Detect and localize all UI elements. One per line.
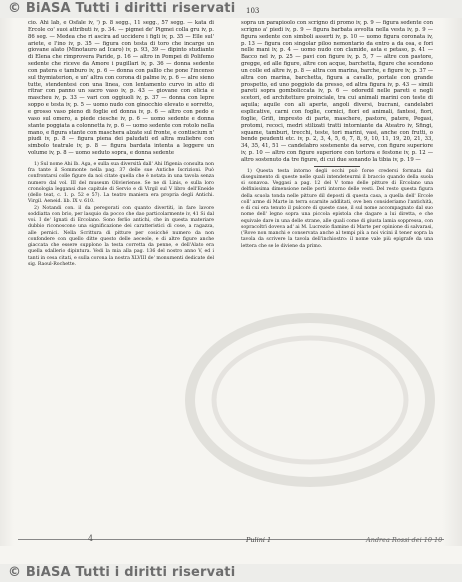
page-number: 103 — [246, 7, 260, 15]
watermark-top: © BiASA Tutti i diritti riservati — [0, 0, 462, 18]
page-edge-shadow-right — [442, 18, 462, 546]
watermark-bottom: © BiASA Tutti i diritti riservati — [0, 564, 462, 582]
footer-left-mark: 4 — [88, 534, 94, 543]
left-column — [28, 20, 214, 522]
notes-divider-left — [98, 159, 144, 160]
left-note-1: 1) Sul nome Ahi lb. Aga, e sulla sua diversità dall' Ahi Ifigenia consulta non fra tante il Sommonte nella pag. 37 delle sue Antiche Iscrizioni. Può confrontarsi colle figure da noi citate quella che è notata in una tavola senza numero dal vol. III del museum Olivieriense. Se ne di Linis, e sulla loro cronologia leggansi due capitule di Servio e di Virgil sul V libro dell'Eneide (dello teat, c. 1. p. 52 e 57). La teatro maniera era propria degli Antichi. Virgil. Aeneid. lib. IX v. 610. — [28, 161, 214, 205]
right-note-1: 1) Questa testa intorno degli occhi può forse credersi formata dal diseguimento di queste nelle quali intendeteurmi il braccio quando della suola si sonavoa. Veggasi a pag. 12 del V tomo delle pitture di Ercolano una delfinissima dimensione nelle porti intorno delle vesti. Del resto questa figura della scuola tonda nelle pitture dil deposti di questa casa, a quella dell' Ercole coll' arme di Marte in terra scarnite addlitati, ove ben consideriamo l'antichità, e di cui era tenuto il pulcore di queste case, il sul nome accompagnato dal suo nome dell' legno sopra una piccola epistola che dagare a lui diretta, e che equivale dare in una delle strane, alle quali come di giusta lamia soppressa, con sopracoltrì doveva ad' ai M. Lucrezio flamine di Marte per opinione di salvarasi, ('Rove non manchi e conservata anche al tempi più a noi vicini il tener sopra la tavola da scrivere la tavola dell'inchiostro: il nome vale più epigrafe da una lettera che se le diviene da primo. — [241, 168, 433, 249]
right-column — [241, 20, 433, 522]
footer-signature: Pulini 1 — [246, 536, 272, 544]
notes-divider-right — [314, 166, 360, 167]
page-edge-shadow-left — [0, 18, 14, 546]
left-note-2: 2) Notandi con. il da peregorati con quanto divertiti, in fare lavore soddiatta con brio, per lasquio da pocco che dao particolarmente iv, 41 Si dal voi. I de' Ignati di Ercolano. Sono ferlio antichi, che in questa materiare dubbio riconoscono una significazione dei caratteristici di cose, a ragazza, alle pernici. Nella Scrittura di pitture per cosicché numero da non confondere con quello ditte questo delle aeceole, e di altre figure anche giaccata che essere supplono la testa corretta da penne, e dell'Alato era quella sdallerio dipintura. Vedi la mia alla pag. 136 del nostro anno V, ed i tanti in cesa citati, e sulla corona la nostra XLVIII de' monumenti dedicate del sig. Raoul-Rochette. — [28, 205, 214, 267]
left-column-text: cio. Ahi lab, e Osfale iv, ') p. 8 segg., 11 segg., 57 segg. — kata di Ercole co' suoi attributi iv, p. 34. — pigmei de' Pigmei colla gru iv, p. 86 seg. — Medea che ri ascira ad uccidere i figli iv, p. 35 — Elle sul' ariete, e l'ino iv, p. 35 — figura con testa di toro che incarge un giovane alato (Minotauro ad Icaro) iv, p. 93, 39 — dipinto studiante di Elena che rimprovera Paride, p. 16 — altro in Pompei di Polifemo sedente che riceve da Amore i pugillari iv, p. 36 — donna sedente con patera e tamburo iv, p. 6 — donna con pallio che pone l'incenso sul thymiaterion, e un' altra con corona di palme iv, p. 6 — alre sieno tutte, stendentesi con una linea, con lentamento curvo in atto di ritrar con panno un sacro vaso iv, p. 43 — giovane con elicia e mascheu iv, p. 33 — vari con oggiuoli iv, p. 37 — donna con lepre soppo e testa iv, p. 5 — uomo nudo con ginocchio elevato e sorretto, e grosso vaso pieno di foglie ed donna iv, p. 6 — altro con pedo e vaso sul omero, a piede ciesche iv, p. 6 — uomo sedente e donna stante poggiata a colonnetta iv, p. 6 — uomo sedente con rotolo nella mano, e figura stante con maschera alzate sul fronte, e contiscium n' piudi iv, p. 8 — figura piena dei paludati ed altra muliebre con simbolo teatrale iv, p. 8 — figura bardata intenta a leggere un volume iv, p. 8 — uomo seduto sopra, e donna sedente — [28, 20, 214, 157]
right-column-text: sopra un parapioolo con scrigno di promo iv, p. 9 — figura sedente con scrigno a' piedi iv, p. 9 — figura barbata avvolta nella vesta iv, p. 9 — figura sedente con simboli asserti iv, p. 10 — uomo figura coronata iv, p. 13 — figura con singolar piloo nemontario da entro a da osa, e fori nelle mani iv, p. 4 — uomo nudo con clamide, asta e petaso, p. 41 — Bacco nel iv, p. 25 — pavi con figure iv, p. 5, 7 — altre con pastore, gregge, ed alle figure, altre con acque, barchetta, figure che scendono un colle ed altre iv, p. 8 — altra con marina, barche, e figure iv, p. 37 — altra con marina, barchetta, figura a cavallo, portale con grande prospetto, ed uno poggiolo da presso, ed altra figura iv, p. 43 — simili pareti sopra gomboliccata iv, p. 6 — odoredil nelle pareti e negli scetori, ed architetture proinciale, tra cui animali marini con teste di aquila; aquile con ali aperte, angoli diversi, bucrani, candelabri esplicative, carni con foglie, cornici, fiori ed animali, fantesi, fiori, foglie, Grifi, impresto di parte, maschere, pastore, patere, Pegasi, protomi, recoci, medri stilizati tratti intorniante da Ateatro iv, Sfingi, squame, tamburi, trecchi, teste, tori marini, vasi, anche con frutti, o bende peudenti etc. iv, p. 2, 3, 4, 5, 6, 7, 8, 9, 10, 11, 19, 20, 21, 33, 34, 35, 41, 51 — candelabro sostenente da serve, con figure superiore iv, p. 10 — altro con figure superiore con tortora e festone iv, p. 12 — altro sostenuto da tre figure, di cui due sonando la tibia iv, p. 19 — — [241, 20, 433, 163]
footer-handwritten-note: Andrea Rossi dei 10 10 — [366, 536, 443, 544]
